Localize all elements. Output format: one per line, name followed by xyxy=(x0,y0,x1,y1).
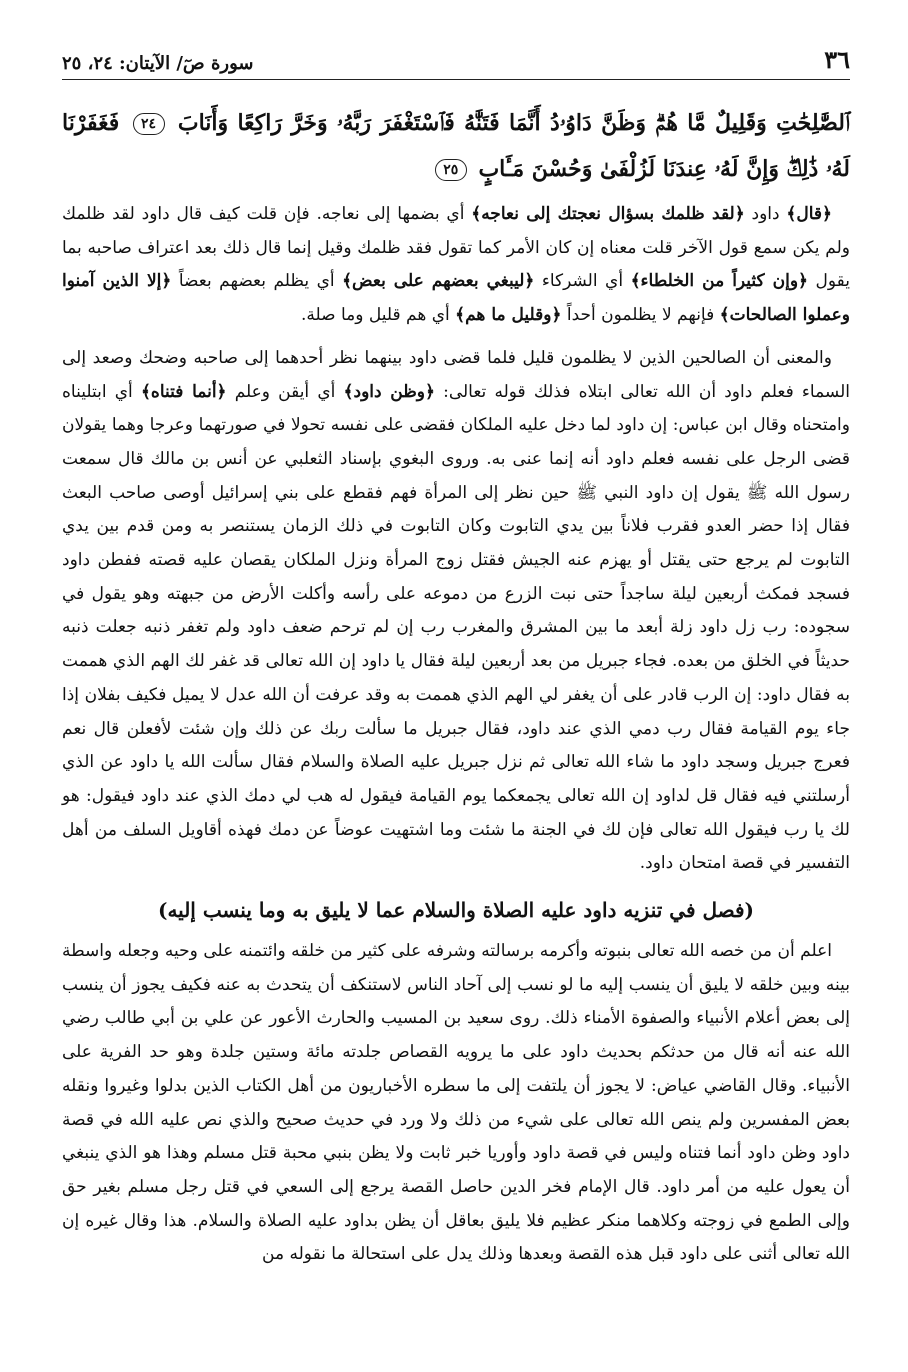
commentary-text: أي هم قليل وما صلة. xyxy=(300,305,456,326)
running-header xyxy=(62,40,850,80)
commentary-text: والمعنى أن الصالحين الذين لا يظلمون قليل فلما قضى داود بينهما نظر أحدهما إلى صاحبه وضحك وصعد إلى السماء فعلم داود أن الله تعالى ابتلاه فذلك قوله تعالى: xyxy=(62,347,850,402)
page-number: ٣٦ xyxy=(824,45,850,74)
commentary-paragraph xyxy=(62,198,850,333)
commentary-text: أي يظلم بعضهم بعضاً xyxy=(171,271,343,292)
quoted-phrase: ﴿إلا الذين آمنوا وعملوا الصالحات﴾ xyxy=(62,271,850,326)
quoted-phrase: ﴿ليبغي بعضهم على بعض﴾ xyxy=(342,271,535,292)
ayah-number-marker: ٢٥ xyxy=(435,159,467,181)
quoted-phrase: ﴿وقليل ما هم﴾ xyxy=(455,305,562,326)
commentary-text: فإنهم لا يظلمون أحداً xyxy=(561,305,720,326)
ayah-number-marker: ٢٤ xyxy=(133,113,165,135)
commentary-text: أي بضمها إلى نعاجه. فإن قلت كيف قال داود لقد ظلمك ولم يكن سمع قول الآخر قلت معناه إن كان الأمر كما تقول فقد ظلمك وقيل إنما قال ذلك بعد اعتراف صاحبه بما يقول xyxy=(62,204,850,292)
surah-reference: سورة صٓ/ الآيتان: ٢٤، ٢٥ xyxy=(62,53,254,74)
quoted-phrase: ﴿لقد ظلمك بسؤال نعجتك إلى نعاجه﴾ xyxy=(471,204,745,224)
quoted-phrase: ﴿أنما فتناه﴾ xyxy=(140,381,227,402)
quran-verse-text: فَغَفَرْنَا لَهُۥ ذَٰلِكَۖ وَإِنَّ لَهُۥ عِندَنَا لَزُلْفَىٰ وَحُسْنَ مَـَٔابٍ xyxy=(62,110,850,182)
section-heading: (فصل في تنزيه داود عليه الصلاة والسلام عما لا يليق به وما ينسب إليه) xyxy=(157,898,754,923)
commentary-paragraph: اعلم أن من خصه الله تعالى بنبوته وأكرمه برسالته وشرفه على كثير من خلقه وائتمنه على وحيه وجعله واسطة بينه وبين خلقه لا يليق أن ينسب إليه ما لو نسب إلى آحاد الناس لاستنكف أن يتحدث به عنه فكيف يجوز أن ينسب إلى بعض أعلام الأنبياء والصفوة الأمناء ذلك. روى سعيد بن المسيب والحارث الأعور عن علي بن أبي طالب رضي الله عنه أنه قال من حدثكم بحديث داود على ما يرويه القصاص جلدته مائة وستين جلدة وهو حد الفرية على الأنبياء. وقال القاضي عياض: لا يجوز أن يلتفت إلى ما سطره الأخباريون من أهل الكتاب الذين بدلوا وغيروا ونقله بعض المفسرين ولم ينص الله تعالى على شيء من ذلك ولا ورد في حديث صحيح والذي نص عليه الله في قصة داود وظن داود أنما فتناه وليس في قصة داود وأوريا خبر ثابت ولا يظن بنبي محبة قتل مسلم وهذا هو الذي ينبغي أن يعول عليه من أمر داود. قال الإمام فخر الدين حاصل القصة يرجع إلى السعي في قتل رجل مسلم بغير حق وإلى الطمع في زوجته وكلاهما منكر عظيم فلا يليق بعاقل أن يظن بداود عليه الصلاة والسلام. هذا وقال غيره إن الله تعالى أثنى على داود قبل هذه القصة وبعدها وذلك يدل على استحالة ما نقوله من xyxy=(62,941,850,1265)
quran-verse-text: ٱلصَّٰلِحَٰتِ وَقَلِيلٌ مَّا هُمْۗ وَظَنَّ دَاوُۥدُ أَنَّمَا فَتَنَّٰهُ فَٱسْتَغْفَرَ رَبَّهُۥ وَخَرَّ رَاكِعًا وَأَنَابَ xyxy=(177,110,850,136)
commentary-paragraph xyxy=(62,342,850,881)
quran-verses xyxy=(62,100,850,192)
commentary-text: أي الشركاء xyxy=(534,271,631,292)
quoted-phrase: ﴿وإن كثيراً من الخلطاء﴾ xyxy=(630,271,809,292)
commentary-text: أي أيقن وعلم xyxy=(226,381,344,402)
quoted-phrase: ﴿وظن داود﴾ xyxy=(343,381,435,402)
quoted-phrase: ﴿قال﴾ xyxy=(786,204,832,224)
commentary-text: داود xyxy=(744,204,787,224)
commentary-body xyxy=(62,198,850,1272)
commentary-text: أي ابتليناه وامتحناه وقال ابن عباس: إن داود لما دخل عليه الملكان فقضى على نفسه تحولا في صورتهما وعرجا وهما يقولان قضى الرجل على نفسه فعلم داود أنه إنما عنى به. وروى البغوي بإسناد الثعلبي عن أنس بن مالك قال سمعت رسول الله ﷺ يقول إن داود النبي ﷺ حين نظر إلى المرأة فهم فقطع على بني إسرائيل أوصى صاحب البعث فقال إذا حضر العدو فقرب فلاناً بين يدي التابوت وكان التابوت في ذلك الزمان يستنصر به ومن قدم بين يدي التابوت لم يرجع حتى يقتل أو يهزم عنه الجيش فقتل زوج المرأة ونزل الملكان يقصان عليه قصته ففطن داود فسجد فمكث أربعين ليلة ساجداً حتى نبت الزرع من دموعه على رأسه وأكلت الأرض من جبهته وهو يقول في سجوده: رب زل داود زلة أبعد ما بين المشرق والمغرب رب إن لم ترحم ضعف داود ولم تغفر ذنبه جعلت ذنبه حديثاً في الخلق من بعده. فجاء جبريل من بعد أربعين ليلة فقال يا داود إن الله تعالى قد غفر لك الهم الذي هممت به فقال داود: إن الرب قادر على أن يغفر لي الهم الذي هممت به وقد عرفت أن الله عدل لا يميل فكيف بفلان إذا جاء يوم القيامة فقال رب دمي الذي عند داود، فقال جبريل ما سألت ربك عن ذلك وإن شئت لأفعلن قال نعم فعرج جبريل وسجد داود ما شاء الله تعالى ثم نزل جبريل عليه الصلاة والسلام فقال سألت الله يا داود عن الذي أرسلتني فيه فقال قل لداود إن الله تعالى يجمعكما يوم القيامة فيقول له هب لي دمك الذي عند داود فيقول: هو لك يا رب فيقول الله تعالى فإن لك في الجنة ما شئت وما اشتهيت عوضاً عن دمك فهذه أقاويل السلف من أهل التفسير في قصة امتحان داود. xyxy=(62,381,850,874)
